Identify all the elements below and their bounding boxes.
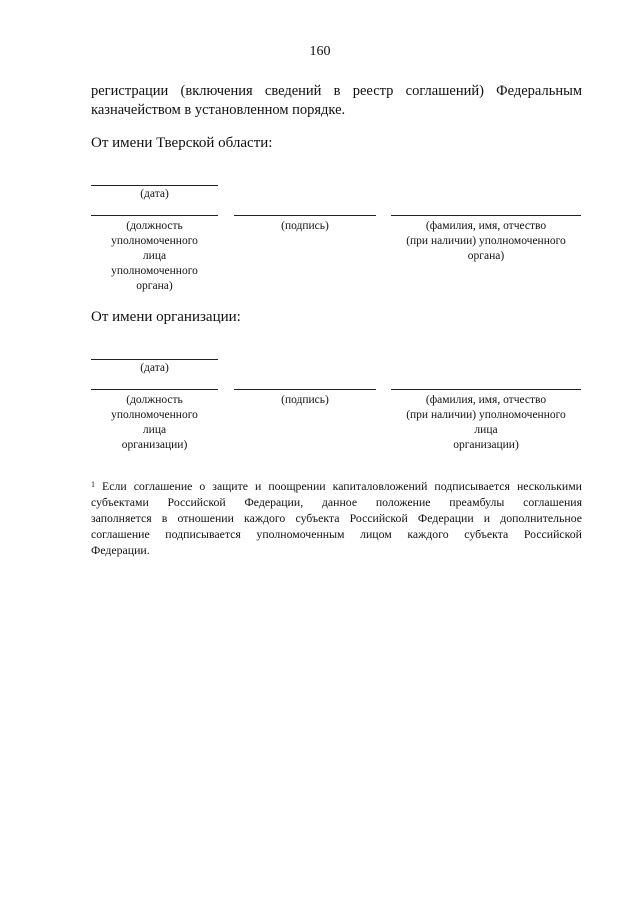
footnote-marker: 1 xyxy=(91,480,95,489)
footnote-line: заполняется в отношении каждого субъекта Российской Федерации и дополнительное xyxy=(91,511,582,525)
page-number: 160 xyxy=(309,44,331,59)
footnote xyxy=(91,478,582,558)
position-line xyxy=(91,389,218,390)
signature-line xyxy=(234,389,376,390)
position-label: (должность уполномоченного лица организации) xyxy=(111,394,198,451)
paragraph-line: регистрации (включения сведений в реестр соглашений) Федеральным xyxy=(91,83,582,99)
paragraph-line: казначейством в установленном порядке. xyxy=(91,102,346,118)
signature-label: (подпись) xyxy=(281,220,329,232)
position-label: (должность уполномоченного лица уполномоченного органа) xyxy=(111,220,198,292)
date-line xyxy=(91,359,218,360)
name-line xyxy=(391,389,581,390)
name-label: (фамилия, имя, отчество (при наличии) уполномоченного органа) xyxy=(406,220,566,262)
date-label: (дата) xyxy=(140,362,169,374)
tver-heading: От имени Тверской области: xyxy=(91,135,273,151)
body-paragraph xyxy=(91,82,582,120)
name-line xyxy=(391,215,581,216)
signature-line xyxy=(234,215,376,216)
position-line xyxy=(91,215,218,216)
footnote-line: субъектами Российской Федерации, данное положение преамбулы соглашения xyxy=(91,495,582,509)
name-label: (фамилия, имя, отчество (при наличии) уполномоченного лица организации) xyxy=(406,394,566,451)
footnote-line: Федерации. xyxy=(91,543,150,557)
signature-label: (подпись) xyxy=(281,394,329,406)
date-label: (дата) xyxy=(140,188,169,200)
footnote-line: соглашение подписывается уполномоченным лицом каждого субъекта Российской xyxy=(91,527,582,541)
org-heading: От имени организации: xyxy=(91,309,241,325)
date-line xyxy=(91,185,218,186)
footnote-line: $^1$ Если соглашение о защите и поощрении капиталовложений подписывается несколькими xyxy=(91,479,582,493)
